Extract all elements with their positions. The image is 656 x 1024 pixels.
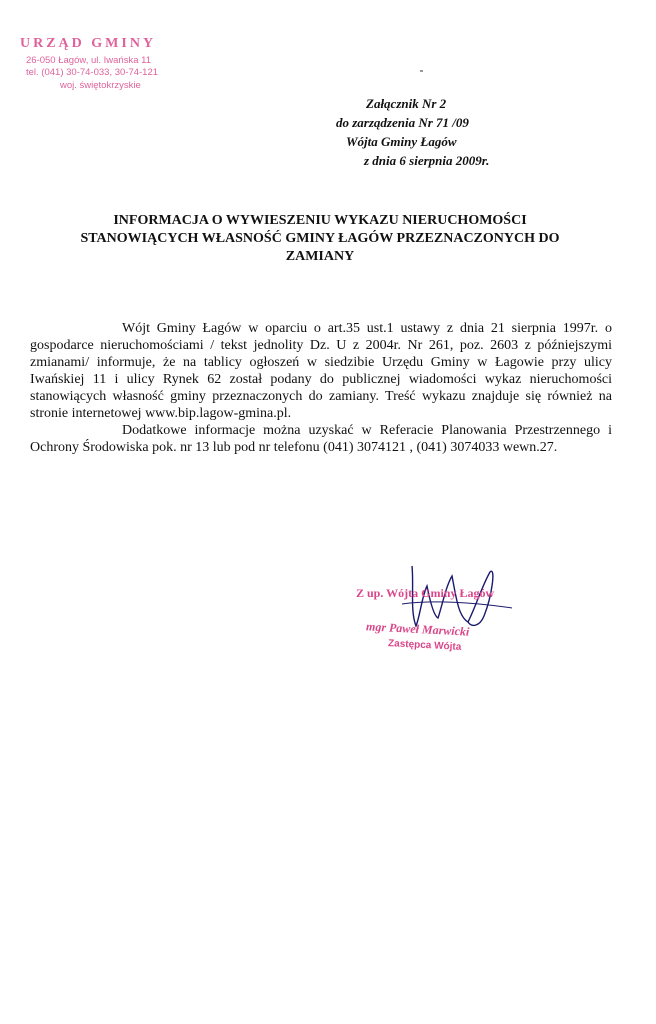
stamp-line-3: tel. (041) 30-74-033, 30-74-121 (26, 67, 159, 78)
annex-line-2: do zarządzenia Nr 71 /09 (336, 115, 469, 130)
signature-line-3: Zastępca Wójta (387, 638, 462, 653)
stamp-line-2: 26-050 Łagów, ul. Iwańska 11 (26, 55, 151, 66)
signature-line-2: mgr Paweł Marwicki (365, 619, 470, 639)
office-stamp (20, 36, 200, 91)
stamp-line-1: URZĄD GMINY (20, 36, 157, 51)
title-line-2: STANOWIĄCYCH WŁASNOŚĆ GMINY ŁAGÓW PRZEZNACZONYCH DO (80, 231, 560, 246)
stamp-line-4: woj. świętokrzyskie (60, 80, 141, 91)
annex-line-3: Wójta Gminy Łagów (346, 134, 457, 149)
annex-reference (336, 94, 556, 170)
signature-line-1: Z up. Wójta Gminy Łagów (356, 586, 495, 600)
body-paragraph-1: Wójt Gminy Łagów w oparciu o art.35 ust.1 ustawy z dnia 21 sierpnia 1997r. o gospodarce nieruchomościami / tekst jednolity Dz. U z 2004r. Nr 261, poz. 2603 z późniejszymi zmianami/ informuje, że na tablicy ogłoszeń w siedzibie Urzędu Gminy w Łagowie przy ulicy Iwańskiej 11 i ulicy Rynek 62 został podany do publicznej wiadomości wykaz nieruchomości stanowiących własność gminy przeznaczonych do zamiany. Treść wykazu znajduje się również na stronie internetowej www.bip.lagow-gmina.pl. (30, 321, 612, 421)
title-line-3: ZAMIANY (285, 249, 355, 264)
scan-speck (420, 70, 423, 72)
signature-block (352, 570, 552, 670)
title-line-1: INFORMACJA O WYWIESZENIU WYKAZU NIERUCHOMOŚCI (113, 213, 527, 228)
body-paragraph-2: Dodatkowe informacje można uzyskać w Referacie Planowania Przestrzennego i Ochrony Środowiska pok. nr 13 lub pod nr telefonu (041) 3074121 , (041) 3074033 wewn.27. (30, 423, 612, 455)
annex-line-4: z dnia 6 sierpnia 2009r. (364, 153, 490, 168)
document-title (30, 212, 610, 266)
annex-line-1: Załącznik Nr 2 (366, 96, 447, 111)
document-body (30, 320, 612, 456)
